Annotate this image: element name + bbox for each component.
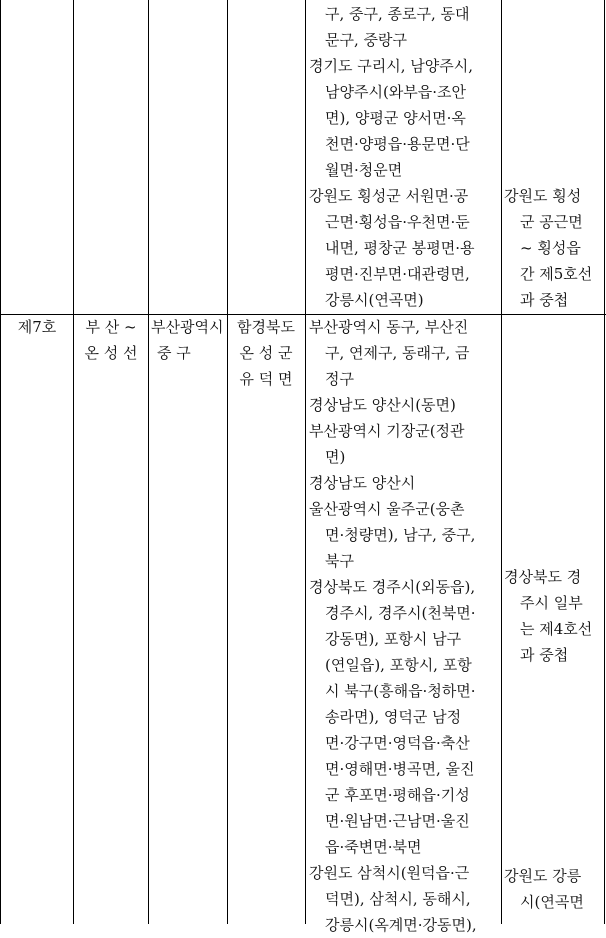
area-line: 구, 연제구, 동래구, 금 (325, 344, 470, 362)
area-line: 부산광역시 기장군(정관 (309, 422, 465, 440)
col-border-areas (501, 0, 502, 924)
note-line: 시(연곡면 (520, 893, 584, 911)
note-line: ~ 횡성읍 (520, 239, 581, 257)
area-line: 덕면), 삼척시, 동해시, (325, 890, 471, 908)
area-line: 경주시, 경주시(천북면· (325, 604, 476, 622)
area-line: 남양주시(와부읍·조안 (325, 83, 467, 101)
upper-areas-cell (309, 1, 499, 313)
col-border-start (227, 0, 228, 924)
area-line: 경기도 구리시, 남양주시, (309, 57, 473, 75)
col-border-left (0, 0, 1, 924)
area-line: 면), 양평군 양서면·옥 (325, 109, 466, 127)
end-point-line: 유 덕 면 (239, 370, 293, 388)
area-line: 부산광역시 동구, 부산진 (309, 318, 469, 336)
route-name-line: 온 성 선 (84, 344, 138, 362)
area-line: 강원도 삼척시(원덕읍·근 (309, 864, 470, 882)
start-point-line: 중 구 (157, 344, 191, 362)
area-line: (연일읍), 포항시, 포항 (325, 656, 472, 674)
route-name-cell (78, 314, 144, 366)
area-line: 월면·청운면 (325, 161, 403, 179)
col-border-right (604, 0, 605, 924)
start-point-line: 부산광역시 (151, 318, 224, 336)
note-line: 간 제5호선 (520, 265, 593, 283)
start-point-cell (151, 314, 225, 366)
note-line: 강원도 횡성 (504, 187, 582, 205)
route-name-line: 부 산 ~ (85, 318, 137, 336)
area-line: 북구 (325, 552, 354, 570)
area-line: 근면·횡성읍·우천면·둔 (325, 213, 470, 231)
area-line: 면) (325, 448, 346, 466)
end-point-line: 온 성 군 (239, 344, 293, 362)
area-line: 시 북구(흥해읍·청하면· (325, 682, 476, 700)
area-line: 면·원남면·근남면·울진 (325, 812, 470, 830)
col-border-route (148, 0, 149, 924)
area-line: 강릉시(옥계면·강동면), (325, 916, 477, 934)
area-line: 면·영해면·병곡면, 울진 (325, 760, 475, 778)
area-line: 군 후포면·평해읍·기성 (325, 786, 470, 804)
row7-note-gyeongbuk-cell (504, 564, 602, 668)
col-border-end (305, 0, 306, 924)
route-number-cell (1, 314, 73, 340)
area-line: 송라면), 영덕군 남정 (325, 708, 462, 726)
area-line: 경상북도 경주시(외동읍), (309, 578, 476, 596)
area-line: 구, 중구, 종로구, 동대 (325, 5, 470, 23)
area-line: 경상남도 양산시(동면) (309, 396, 456, 414)
area-line: 강원도 횡성군 서원면·공 (309, 187, 469, 205)
note-line: 주시 일부 (520, 594, 583, 612)
note-line: 강원도 강릉 (504, 867, 582, 885)
area-line: 문구, 중랑구 (325, 31, 407, 49)
area-line: 울산광역시 울주군(웅촌 (309, 500, 465, 518)
area-line: 경상남도 양산시 (309, 474, 416, 492)
note-line: 과 중첩 (520, 646, 569, 664)
row7-note-gangwon-cell (504, 863, 602, 915)
area-line: 면·청량면), 남구, 중구, (325, 526, 476, 544)
row7-areas-cell (309, 314, 499, 938)
area-line: 내면, 평창군 봉평면·용 (325, 239, 475, 257)
note-line: 경상북도 경 (504, 568, 582, 586)
area-line: 면·강구면·영덕읍·축산 (325, 734, 470, 752)
note-line: 과 중첩 (520, 291, 569, 309)
area-line: 천면·양평읍·용문면·단 (325, 135, 470, 153)
area-line: 읍·죽변면·북면 (325, 838, 422, 856)
col-border-number (73, 0, 74, 924)
area-line: 강동면), 포항시 남구 (325, 630, 462, 648)
end-point-line: 함경북도 (237, 318, 295, 336)
note-line: 는 제4호선 (520, 620, 593, 638)
upper-note-cell (504, 183, 602, 313)
area-line: 평면·진부면·대관령면, (325, 265, 470, 283)
end-point-cell (232, 314, 300, 392)
note-line: 군 공근면 (520, 213, 583, 231)
route-number: 제7호 (17, 318, 57, 336)
area-line: 강릉시(연곡면) (325, 291, 424, 309)
area-line: 정구 (325, 370, 354, 388)
